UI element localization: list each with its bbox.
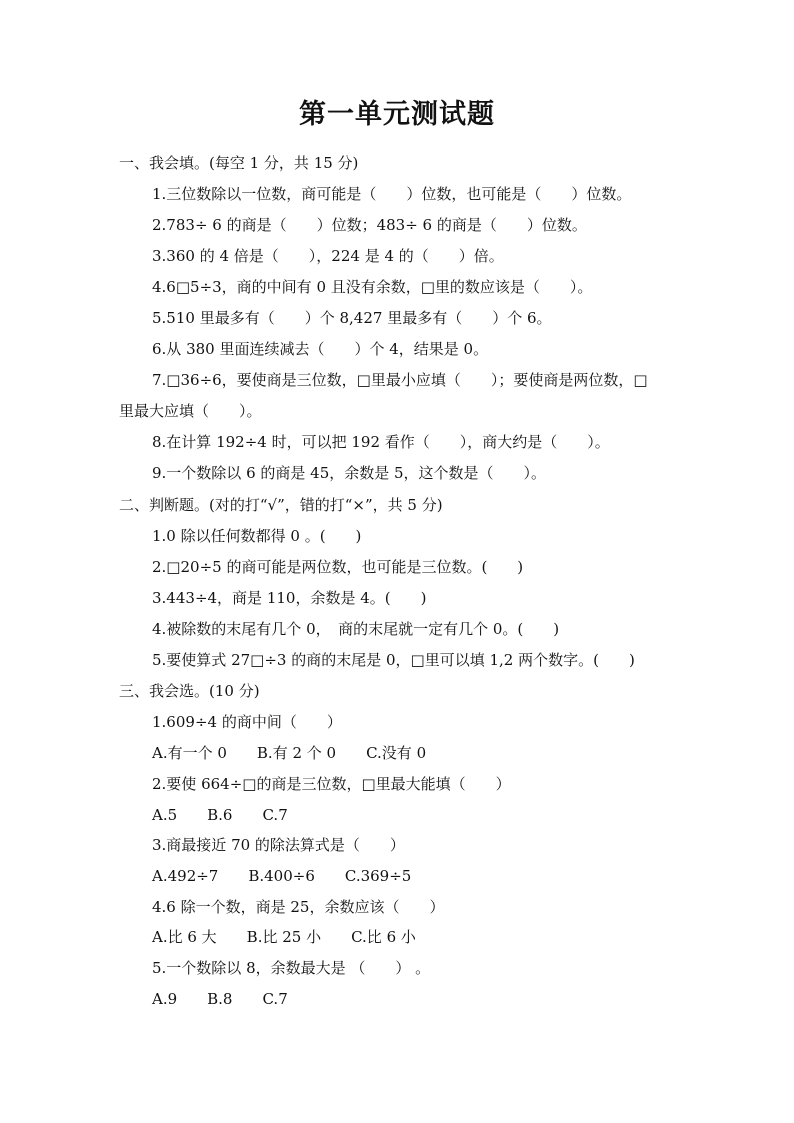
- question-line: 5.510 里最多有（ ）个 8,427 里最多有（ ）个 6。: [152, 309, 552, 327]
- question-line-continued: 里最大应填（ ）。: [119, 402, 262, 420]
- question-line: 3.443÷4，商是 110，余数是 4。( ): [152, 589, 427, 607]
- question-line: 9.一个数除以 6 的商是 45，余数是 5，这个数是（ ）。: [152, 464, 547, 482]
- answer-options: A.492÷7 B.400÷6 C.369÷5: [152, 867, 412, 885]
- question-line: 2.□20÷5 的商可能是两位数，也可能是三位数。( ): [152, 558, 524, 576]
- answer-options: A.有一个 0 B.有 2 个 0 C.没有 0: [152, 744, 427, 762]
- question-line: 1.三位数除以一位数，商可能是（ ）位数，也可能是（ ）位数。: [152, 185, 632, 203]
- answer-options: A.5 B.6 C.7: [152, 806, 288, 824]
- section-heading-fill: 一、我会填。(每空 1 分，共 15 分): [119, 154, 359, 172]
- question-line: 1.0 除以任何数都得 0 。( ): [152, 527, 362, 545]
- question-line: 8.在计算 192÷4 时，可以把 192 看作（ ），商大约是（ ）。: [152, 433, 610, 451]
- answer-options: A.9 B.8 C.7: [152, 990, 288, 1008]
- question-line: 3.360 的 4 倍是（ ），224 是 4 的（ ）倍。: [152, 247, 504, 265]
- question-line: 4.6□5÷3，商的中间有 0 且没有余数，□里的数应该是（ ）。: [152, 278, 593, 296]
- section-heading-judge: 二、判断题。(对的打“√”，错的打“×”，共 5 分): [119, 496, 443, 514]
- question-line: 6.从 380 里面连续减去（ ）个 4，结果是 0。: [152, 340, 489, 358]
- answer-options: A.比 6 大 B.比 25 小 C.比 6 小: [152, 928, 416, 946]
- question-line: 5.一个数除以 8，余数最大是 （ ） 。: [152, 959, 431, 977]
- question-line: 2.783÷ 6 的商是（ ）位数；483÷ 6 的商是（ ）位数。: [152, 216, 587, 234]
- question-line: 5.要使算式 27□÷3 的商的末尾是 0，□里可以填 1,2 两个数字。( ): [152, 651, 635, 669]
- question-line: 4.被除数的末尾有几个 0， 商的末尾就一定有几个 0。( ): [152, 620, 560, 638]
- question-line: 7.□36÷6，要使商是三位数，□里最小应填（ ）；要使商是两位数，□: [152, 371, 648, 389]
- section-heading-choose: 三、我会选。(10 分): [119, 682, 260, 700]
- question-line: 2.要使 664÷□的商是三位数，□里最大能填（ ）: [152, 775, 511, 793]
- question-line: 3.商最接近 70 的除法算式是（ ）: [152, 836, 405, 854]
- question-line: 1.609÷4 的商中间（ ）: [152, 713, 342, 731]
- question-line: 4.6 除一个数，商是 25，余数应该（ ）: [152, 898, 445, 916]
- page-title: 第一单元测试题: [299, 99, 495, 130]
